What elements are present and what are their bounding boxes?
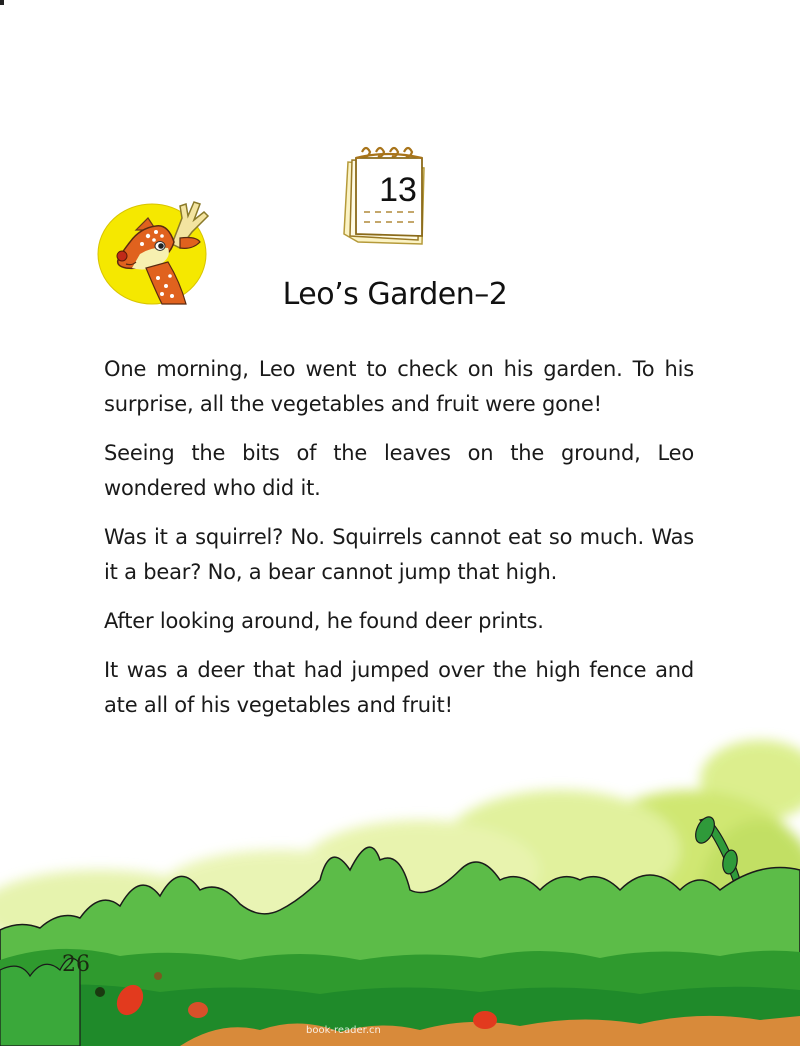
story-paragraph: After looking around, he found deer prints. (104, 609, 544, 633)
scan-corner-mark (0, 0, 4, 5)
chapter-title: Leo’s Garden–2 (282, 277, 508, 312)
story-paragraph: It was a deer that had jumped over the high fence and ate all of his vegetables and fruit! (104, 658, 694, 717)
story-body (104, 352, 694, 737)
chapter-number: 13 (379, 171, 417, 209)
garden-illustration (0, 720, 800, 1046)
story-paragraph: Seeing the bits of the leaves on the ground, Leo wondered who did it. (104, 441, 694, 500)
story-paragraph: Was it a squirrel? No. Squirrels cannot eat so much. Was it a bear? No, a bear cannot jump that high. (104, 525, 694, 584)
watermark: book-reader.cn (306, 1025, 381, 1036)
deer-head-icon (96, 196, 222, 306)
story-paragraph: One morning, Leo went to check on his garden. To his surprise, all the vegetables and fruit were gone! (104, 357, 694, 416)
page-number: 26 (62, 952, 90, 977)
